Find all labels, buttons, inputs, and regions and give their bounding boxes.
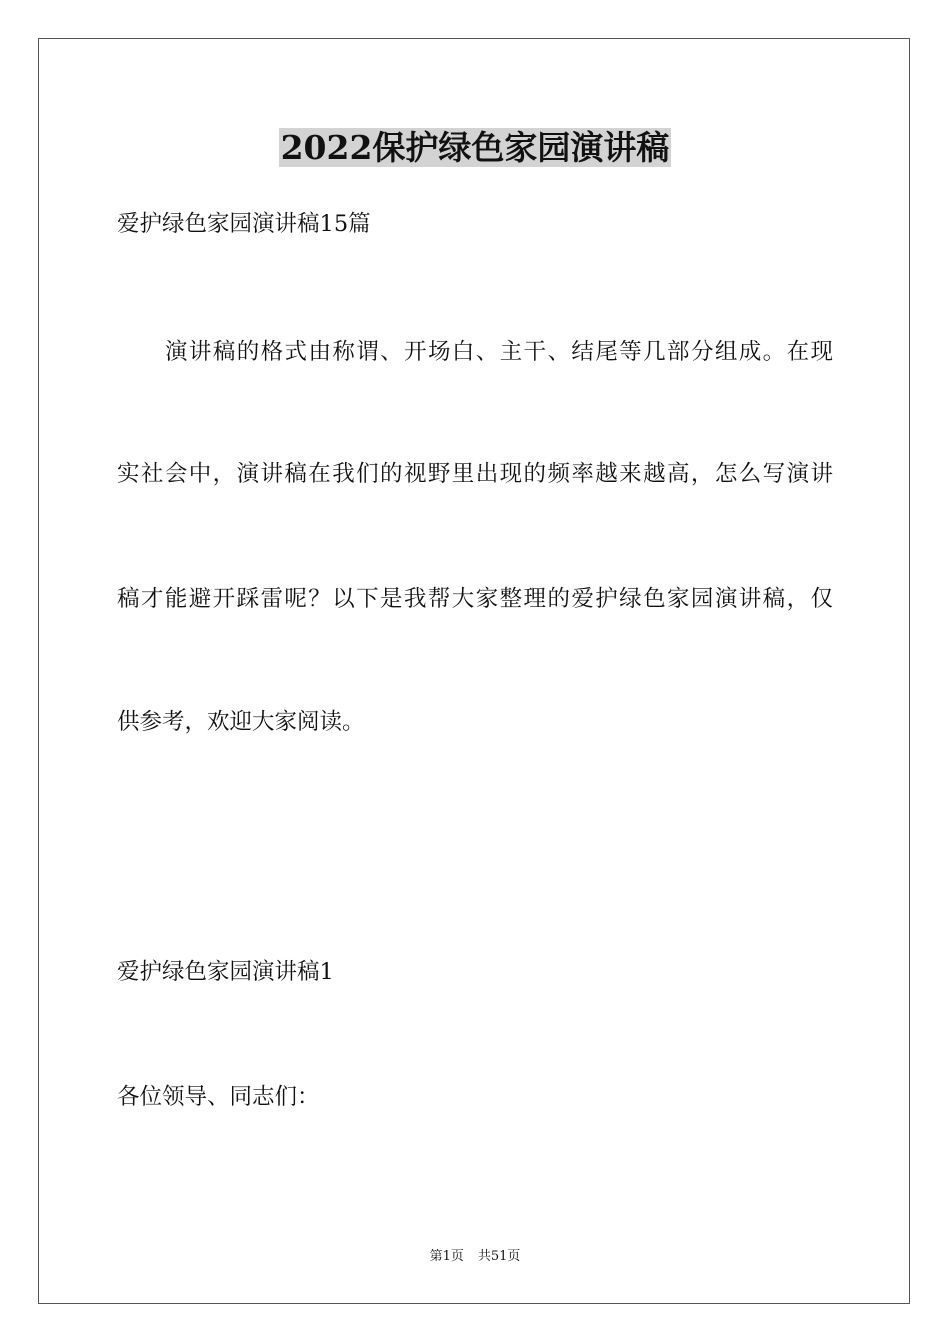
intro-line-3: 稿才能避开踩雷呢？以下是我帮大家整理的爱护绿色家园演讲稿，仅 — [117, 586, 833, 612]
document-title — [0, 126, 950, 170]
section-heading: 爱护绿色家园演讲稿1 — [117, 959, 334, 985]
salutation: 各位领导、同志们： — [117, 1084, 320, 1110]
intro-line-2: 实社会中，演讲稿在我们的视野里出现的频率越来越高，怎么写演讲 — [117, 461, 833, 487]
page-total: 共51页 — [477, 1249, 521, 1264]
intro-line-4: 供参考，欢迎大家阅读。 — [117, 709, 365, 735]
document-subtitle: 爱护绿色家园演讲稿15篇 — [117, 211, 371, 237]
intro-line-1: 演讲稿的格式由称谓、开场白、主干、结尾等几部分组成。在现 — [165, 339, 833, 365]
page-footer — [0, 1248, 950, 1266]
page-number: 第1页 — [429, 1249, 464, 1264]
document-title-text: 2022保护绿色家园演讲稿 — [280, 128, 670, 167]
